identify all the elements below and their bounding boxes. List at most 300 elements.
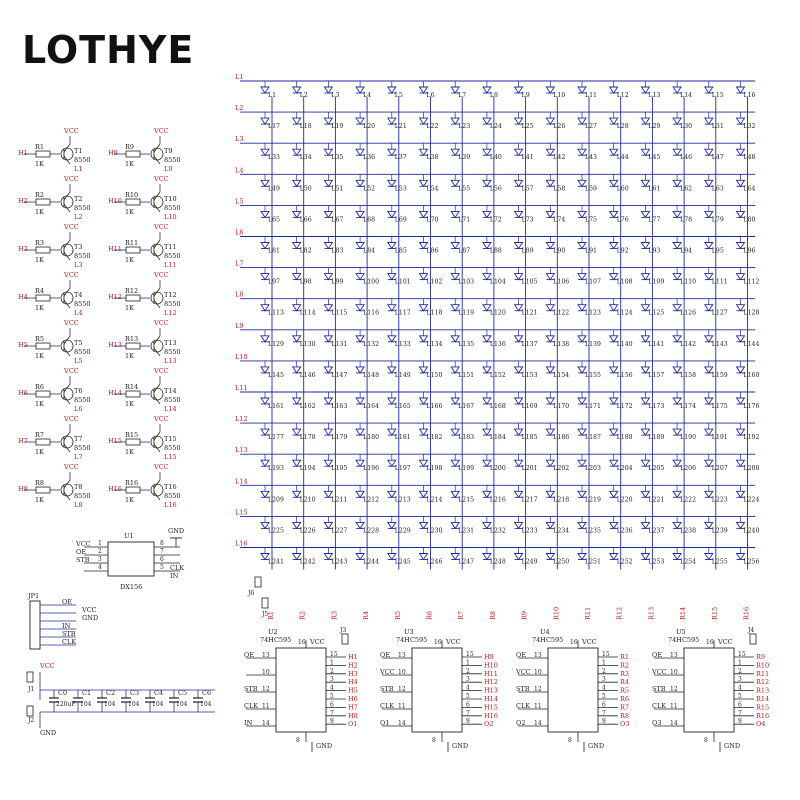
led-symbol (420, 485, 443, 503)
led-symbol (261, 423, 284, 441)
sr-body (684, 648, 734, 732)
led-label: L203 (585, 465, 601, 473)
net-label: H13 (108, 341, 122, 349)
led-label: L88 (489, 247, 502, 255)
pin-number: 6 (160, 556, 164, 563)
led-symbol (261, 361, 284, 379)
led-symbol (293, 205, 312, 223)
led-label: L124 (616, 309, 633, 317)
led-label: L246 (426, 558, 443, 566)
led-symbol (515, 516, 538, 534)
led-symbol (451, 423, 474, 441)
led-symbol (388, 516, 411, 534)
led-label: L19 (331, 123, 344, 131)
pin-number: 8 (704, 737, 708, 744)
led-label: L95 (711, 247, 724, 255)
led-label: L12 (616, 92, 629, 99)
led-label: L218 (553, 496, 570, 504)
led-label: L235 (585, 527, 601, 535)
led-symbol (705, 361, 728, 379)
sr-body (276, 648, 326, 732)
led-symbol (388, 423, 411, 441)
led-label: L169 (521, 403, 538, 410)
led-symbol (610, 143, 629, 161)
led-symbol (673, 330, 696, 348)
sr-input-label: O2 (516, 719, 526, 727)
led-label: L56 (489, 185, 502, 193)
led-label: L53 (394, 185, 407, 193)
column-label: R16 (742, 606, 751, 620)
led-label: L99 (331, 278, 344, 286)
transistor-type: 8550 (74, 348, 91, 356)
resistor-value: 1K (125, 304, 134, 312)
gnd-label: GND (40, 729, 57, 737)
led-symbol (610, 205, 629, 223)
led-label: L42 (553, 154, 566, 162)
row-net-label: L2 (74, 213, 83, 221)
transistor-type: 8550 (164, 252, 181, 260)
pin-number: 1 (738, 659, 742, 667)
sr-ref: U5 (676, 628, 686, 636)
sr-output-label: H3 (348, 669, 358, 678)
led-label: L174 (680, 403, 697, 410)
row-label: L5 (235, 197, 244, 206)
led-symbol (705, 423, 728, 441)
led-label: L250 (553, 558, 570, 566)
led-label: L93 (648, 247, 661, 255)
capacitor-ref: C6 (202, 689, 212, 697)
pin-number: 16 (298, 639, 306, 646)
led-symbol (324, 143, 343, 161)
led-symbol (420, 516, 443, 534)
vcc-label: VCC (154, 319, 169, 327)
pin-number: 9 (602, 718, 606, 726)
led-symbol (293, 299, 316, 317)
led-symbol (483, 268, 506, 286)
sr-input-label: OE (380, 651, 391, 659)
u1-pin-label: IN (170, 572, 179, 580)
led-label: L82 (299, 247, 312, 255)
led-label: L47 (711, 154, 724, 162)
sr-output-label: H6 (348, 695, 358, 703)
led-label: L193 (268, 465, 284, 473)
led-label: L44 (616, 154, 629, 162)
led-label: L186 (553, 434, 570, 442)
led-symbol (610, 174, 629, 192)
led-label: L244 (363, 558, 380, 566)
led-symbol (705, 268, 728, 286)
pin-number: 11 (398, 703, 406, 710)
pin-number: 3 (738, 676, 742, 684)
led-symbol (737, 81, 756, 99)
led-label: L173 (648, 403, 665, 410)
led-label: L78 (680, 216, 693, 224)
led-symbol (483, 361, 506, 379)
led-symbol (356, 423, 379, 441)
jp1-pin-label: CLK (62, 638, 77, 646)
led-label: L191 (711, 434, 728, 442)
column-label: R5 (393, 610, 402, 620)
sr-input-label: STB (380, 685, 394, 693)
transistor-symbol (61, 148, 73, 160)
led-symbol (641, 330, 664, 348)
row-net-label: L14 (164, 405, 177, 413)
sr-input-label: O3 (652, 719, 662, 727)
led-symbol (356, 454, 379, 472)
led-label: L217 (521, 496, 538, 504)
led-label: L133 (394, 340, 411, 348)
power-filter-block (27, 662, 215, 737)
sr-part: 74HC595 (668, 636, 700, 644)
led-symbol (324, 516, 347, 534)
transistor-type: 8550 (164, 396, 181, 404)
led-label: L76 (616, 216, 629, 224)
led-symbol (737, 237, 756, 255)
led-label: L11 (585, 92, 597, 99)
led-label: L101 (394, 278, 411, 286)
led-label: L239 (711, 527, 728, 535)
sr-output-label: R5 (620, 686, 630, 695)
led-symbol (546, 392, 569, 410)
pin-number: 6 (466, 701, 470, 709)
transistor-symbol (61, 292, 73, 304)
led-symbol (641, 205, 660, 223)
led-symbol (420, 143, 439, 161)
transistor-symbol (151, 244, 163, 256)
led-label: L35 (331, 154, 344, 162)
led-symbol (483, 485, 506, 503)
led-symbol (515, 174, 534, 192)
led-label: L224 (743, 496, 760, 504)
vcc-label: VCC (64, 367, 79, 375)
connector-symbol (342, 634, 348, 644)
resistor-ref: R15 (125, 431, 139, 439)
transistor-ref: T3 (74, 243, 83, 251)
led-symbol (420, 268, 443, 286)
pin-number: 13 (262, 652, 270, 659)
led-symbol (388, 485, 411, 503)
sr-output-label: R11 (756, 669, 770, 678)
led-symbol (356, 143, 375, 161)
vcc-label: VCC (64, 415, 79, 423)
row-net-label: L1 (74, 165, 83, 173)
led-label: L188 (616, 434, 633, 442)
led-label: L121 (521, 309, 538, 317)
led-symbol (324, 361, 347, 379)
pin-number: 10 (534, 669, 542, 676)
led-label: L34 (299, 154, 312, 162)
led-symbol (293, 268, 312, 286)
led-symbol (451, 143, 470, 161)
jp1-header (27, 592, 98, 649)
net-label: H8 (18, 485, 28, 493)
net-label: H5 (18, 341, 28, 349)
led-label: L248 (489, 558, 506, 566)
led-symbol (610, 485, 633, 503)
led-symbol (388, 143, 407, 161)
led-label: L176 (743, 403, 760, 410)
transistor-symbol (61, 244, 73, 256)
shift-register (651, 627, 769, 752)
vcc-label: VCC (154, 127, 169, 135)
sr-input-label: STB (652, 685, 666, 693)
transistor-ref: T15 (164, 435, 177, 443)
led-symbol (451, 268, 474, 286)
led-label: L132 (363, 340, 380, 348)
led-label: L231 (458, 527, 475, 535)
led-label: L129 (268, 340, 284, 348)
resistor-symbol (126, 439, 140, 445)
transistor-type: 8550 (164, 444, 181, 452)
led-label: L206 (680, 465, 697, 473)
led-label: L108 (616, 278, 633, 286)
row-label: L2 (235, 104, 244, 113)
led-label: L125 (648, 309, 665, 317)
row-label: L3 (235, 135, 244, 144)
led-symbol (673, 81, 692, 99)
brand-logo: LOTHYE (22, 28, 195, 72)
led-label: L189 (648, 434, 665, 442)
led-label: L220 (616, 496, 633, 504)
led-label: L32 (743, 123, 756, 131)
net-label: H12 (108, 293, 122, 301)
led-symbol (324, 548, 347, 566)
led-symbol (356, 330, 379, 348)
led-symbol (261, 268, 280, 286)
sr-output-label: R3 (620, 669, 630, 678)
driver-stage (108, 367, 181, 413)
transistor-type: 8550 (164, 492, 181, 500)
u1-pin-label: CLK (170, 564, 185, 572)
led-label: L15 (711, 92, 724, 99)
pin-number: 15 (738, 651, 746, 658)
led-label: L187 (585, 434, 601, 442)
led-label: L24 (489, 123, 502, 131)
led-label: L180 (363, 434, 380, 442)
led-label: L81 (268, 247, 280, 255)
led-symbol (420, 174, 439, 192)
resistor-value: 1K (35, 208, 44, 216)
pin-number: 3 (466, 676, 470, 684)
led-symbol (324, 205, 343, 223)
led-label: L49 (268, 185, 280, 193)
row-net-label: L15 (164, 453, 177, 461)
led-symbol (483, 454, 506, 472)
led-symbol (578, 423, 601, 441)
led-symbol (388, 361, 411, 379)
transistor-type: 8550 (74, 156, 91, 164)
led-label: L164 (363, 403, 380, 410)
u1-pin-label: OE (76, 548, 87, 556)
led-label: L205 (648, 465, 665, 473)
led-label: L23 (458, 123, 471, 131)
pin-number: 6 (602, 701, 606, 709)
led-symbol (451, 81, 466, 99)
transistor-ref: T7 (74, 435, 83, 443)
led-label: L97 (268, 278, 280, 286)
led-label: L127 (711, 309, 728, 317)
led-label: L237 (648, 527, 665, 535)
transistor-symbol (151, 484, 163, 496)
led-symbol (641, 392, 664, 410)
column-label: R4 (362, 610, 371, 620)
transistor-ref: T9 (164, 147, 173, 155)
led-label: L92 (616, 247, 629, 255)
resistor-ref: R8 (35, 479, 45, 487)
led-symbol (293, 361, 316, 379)
resistor-ref: R12 (125, 287, 139, 295)
led-label: L151 (458, 371, 475, 379)
resistor-symbol (36, 391, 50, 397)
driver-stage (108, 127, 181, 173)
led-symbol (324, 81, 339, 99)
capacitor-ref: C4 (154, 689, 164, 697)
pin-number: 15 (466, 651, 474, 658)
capacitor-value: 104 (152, 701, 164, 708)
led-symbol (324, 174, 343, 192)
sr-input-label: VCC (380, 668, 395, 676)
row-net-label: L3 (74, 261, 83, 269)
sr-ref: U4 (540, 628, 550, 636)
row-net-label: L5 (74, 357, 83, 365)
pin-number: 2 (330, 667, 334, 675)
led-symbol (705, 237, 724, 255)
column-label: R13 (647, 606, 656, 620)
led-label: L158 (680, 371, 697, 379)
led-symbol (515, 143, 534, 161)
led-label: L55 (458, 185, 471, 193)
led-label: L165 (394, 403, 411, 410)
connector-label: J5 (262, 611, 269, 618)
sr-output-label: R7 (620, 703, 630, 712)
connector-label: J2 (28, 717, 35, 724)
led-label: L166 (426, 403, 443, 410)
transistor-type: 8550 (74, 444, 91, 452)
vcc-label: VCC (40, 662, 55, 670)
sr-output-label: R10 (756, 661, 770, 670)
led-symbol (673, 516, 696, 534)
led-label: L105 (521, 278, 538, 286)
led-label: L5 (394, 92, 403, 99)
net-label: H9 (108, 149, 118, 157)
vcc-label: VCC (64, 319, 79, 327)
net-label: H10 (108, 197, 122, 205)
sr-output-label: H14 (484, 695, 498, 703)
led-symbol (388, 81, 403, 99)
led-label: L214 (426, 496, 443, 504)
led-symbol (641, 237, 660, 255)
led-symbol (293, 548, 316, 566)
transistor-symbol (151, 388, 163, 400)
driver-stage (18, 271, 91, 317)
row-drivers (18, 127, 181, 509)
led-label: L115 (331, 309, 348, 317)
led-symbol (420, 237, 439, 255)
sr-input-label: STB (516, 685, 530, 693)
sr-input-label: OE (652, 651, 663, 659)
sr-output-label: H13 (484, 686, 498, 695)
led-label: L22 (426, 123, 439, 131)
led-label: L83 (331, 247, 344, 255)
pin-number: 13 (534, 652, 542, 659)
net-label: H3 (18, 245, 28, 253)
led-label: L227 (331, 527, 348, 535)
sr-output-label: O2 (484, 720, 494, 729)
pin-number: 5 (602, 693, 606, 700)
row-label: L1 (235, 73, 244, 81)
column-label: R7 (457, 610, 466, 620)
sr-body (412, 648, 462, 732)
led-label: L64 (743, 185, 756, 193)
sr-input-label: CLK (380, 702, 395, 710)
led-symbol (515, 330, 538, 348)
capacitor-value: 104 (176, 701, 188, 708)
led-symbol (483, 548, 506, 566)
led-symbol (356, 548, 379, 566)
pin-number: 14 (670, 720, 678, 727)
led-symbol (610, 361, 633, 379)
resistor-value: 1K (125, 448, 134, 456)
led-label: L238 (680, 527, 697, 535)
vcc-label: VCC (154, 463, 169, 471)
led-label: L150 (426, 371, 443, 379)
led-label: L131 (331, 340, 348, 348)
transistor-type: 8550 (74, 396, 91, 404)
pin-number: 12 (534, 686, 542, 693)
led-label: L145 (268, 371, 284, 379)
led-label: L4 (363, 92, 372, 99)
led-symbol (420, 548, 443, 566)
column-label: R6 (425, 610, 434, 620)
led-label: L120 (489, 309, 506, 317)
led-symbol (293, 516, 316, 534)
led-label: L170 (553, 403, 570, 410)
led-symbol (483, 205, 502, 223)
transistor-symbol (151, 436, 163, 448)
sr-output-label: O4 (756, 720, 766, 729)
pin-number: 5 (738, 693, 742, 700)
led-symbol (546, 112, 565, 130)
led-label: L255 (711, 558, 728, 566)
led-label: L137 (521, 340, 538, 348)
column-label: R9 (520, 610, 529, 620)
led-symbol (737, 548, 760, 566)
u1-ref: U1 (124, 532, 134, 540)
resistor-symbol (36, 487, 50, 493)
row-net-label: L9 (164, 165, 173, 173)
vcc-label: VCC (310, 638, 325, 646)
led-label: L50 (299, 185, 312, 193)
u1-pin-label: VCC (76, 540, 91, 548)
led-label: L148 (363, 371, 380, 379)
sr-output-label: O3 (620, 720, 630, 729)
capacitor-value: 104 (200, 701, 212, 708)
vcc-label: VCC (64, 175, 79, 183)
led-label: L57 (521, 185, 534, 193)
row-label: L15 (235, 508, 248, 517)
column-label: R3 (330, 610, 339, 620)
led-label: L194 (299, 465, 316, 473)
led-symbol (483, 516, 506, 534)
column-label: R8 (488, 610, 497, 620)
led-symbol (737, 174, 756, 192)
pin-number: 4 (98, 564, 102, 571)
row-label: L6 (235, 228, 244, 237)
led-symbol (610, 299, 633, 317)
led-label: L242 (299, 558, 316, 566)
led-symbol (293, 174, 312, 192)
resistor-ref: R16 (125, 479, 139, 487)
